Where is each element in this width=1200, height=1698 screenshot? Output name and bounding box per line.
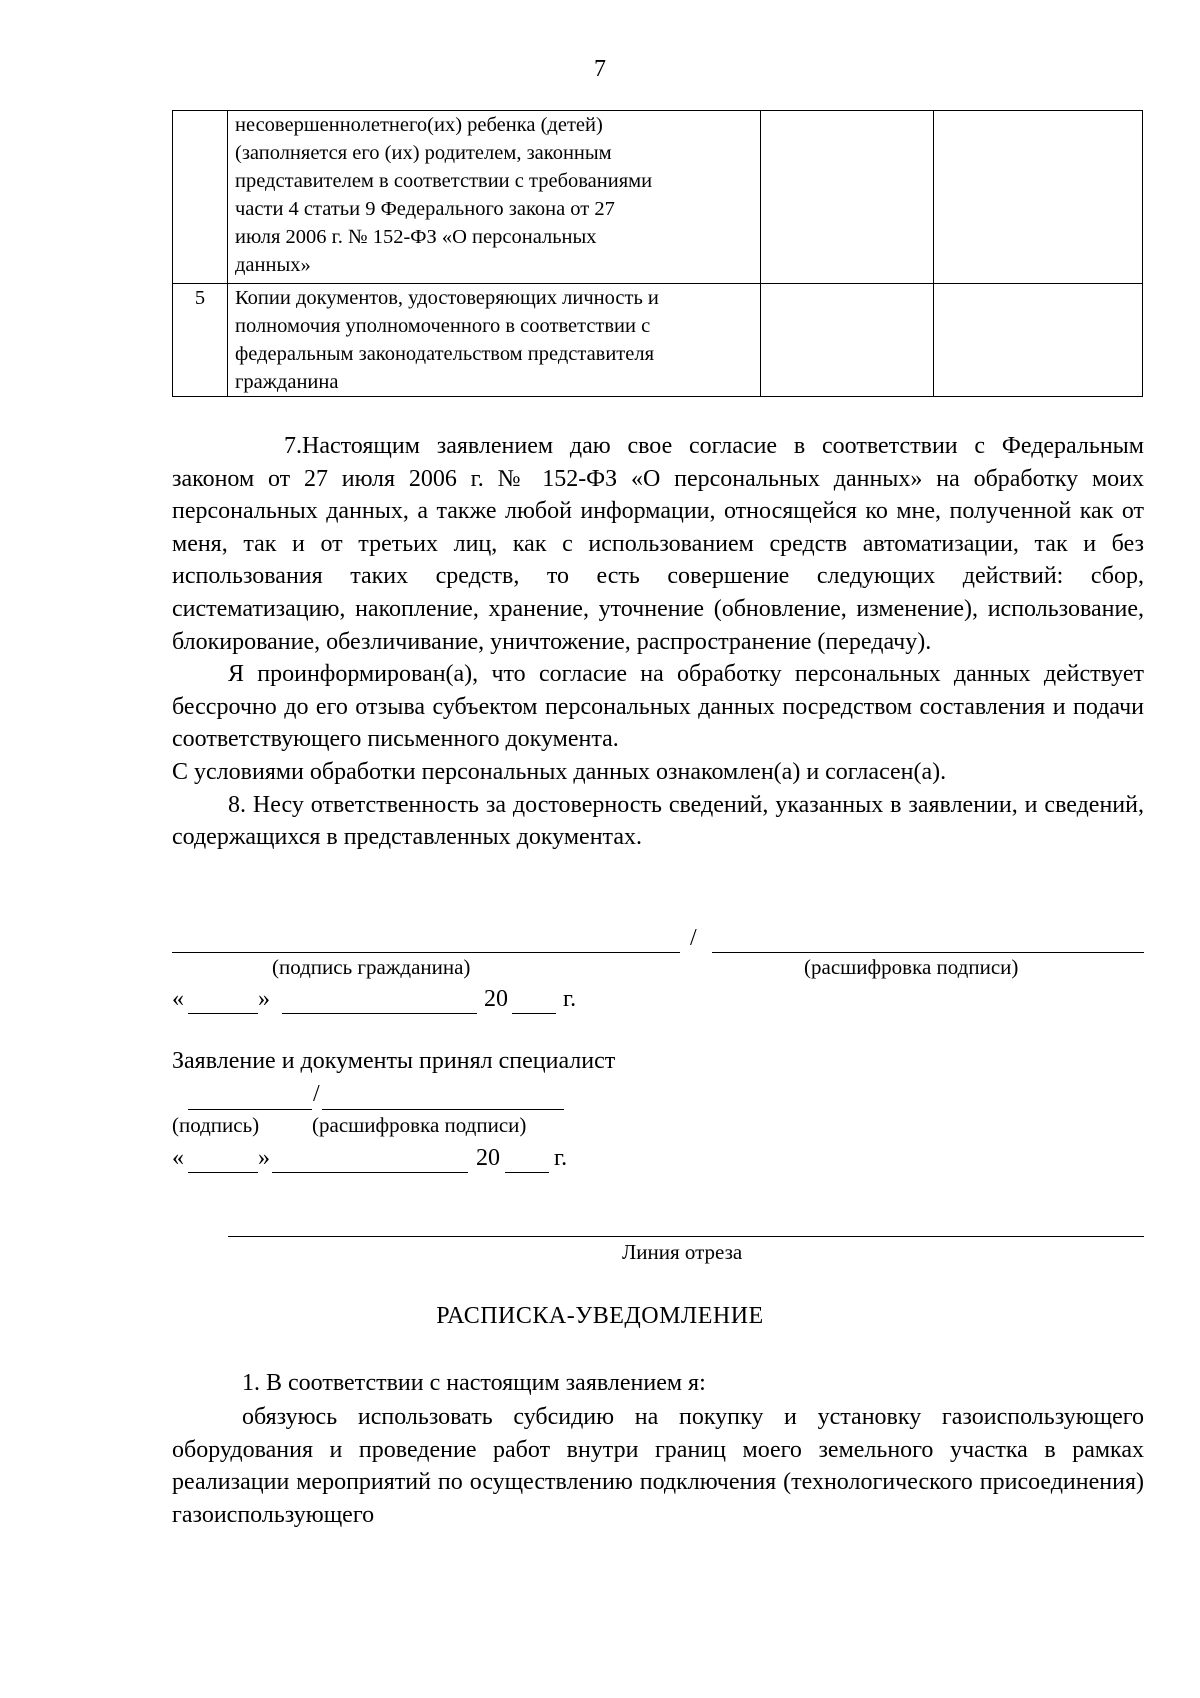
table-cell-number: 5: [173, 284, 228, 397]
table-cell-description: Копии документов, удостоверяющих личность и полномочия уполномоченного в соответствии с федеральным законодательством представителя гражданина: [228, 284, 761, 397]
table-cell-empty: [934, 284, 1143, 397]
citizen-decoding-caption: (расшифровка подписи): [804, 955, 1019, 979]
citizen-date-year-line: [512, 1013, 556, 1014]
documents-table: [172, 110, 1143, 397]
citizen-signature-caption: (подпись гражданина): [272, 955, 471, 979]
receipt-item-1: 1. В соответствии с настоящим заявлением я:: [242, 1370, 706, 1396]
cut-line-label: Линия отреза: [622, 1240, 743, 1264]
page-number: 7: [594, 56, 606, 82]
citizen-date-year-prefix: 20: [484, 986, 508, 1012]
specialist-decoding-line: [322, 1109, 564, 1110]
citizen-date-month-line: [282, 1013, 477, 1014]
table-cell-empty: [934, 111, 1143, 284]
table-cell-empty: [761, 284, 934, 397]
specialist-date-year-line: [505, 1172, 549, 1173]
specialist-signature-caption: (подпись): [172, 1113, 260, 1137]
specialist-date-year-suffix: г.: [554, 1145, 568, 1171]
specialist-date-day-line: [188, 1172, 258, 1173]
receipt-title: РАСПИСКА-УВЕДОМЛЕНИЕ: [436, 1303, 764, 1329]
receipt-obligation-paragraph: обязуюсь использовать субсидию на покупку и установку газоиспользующего оборудования и проведение работ внутри границ моего земельного участка в рамках реализации мероприятий по осуществлению подключения (технологического присоединения) газоиспользующего: [172, 1404, 1144, 1528]
table-row: [173, 284, 1143, 397]
consent-section: [172, 430, 1144, 854]
section-7-number: 7.: [284, 433, 302, 459]
specialist-date-month-line: [272, 1172, 468, 1173]
citizen-date-quote-close: »: [258, 986, 270, 1012]
section-7-text: Настоящим заявлением даю свое согласие в соответствии с Федеральным законом от 27 июля 2006 г. № 152-ФЗ «О персональных данных» на обработку моих персональных данных, а также любой информации, относящейся ко мне, полученной как от меня, так и от третьих лиц, как с использованием средств автоматизации, так и без использования таких средств, то есть совершение следующих действий: сбор, систематизацию, накопление, хранение, уточнение (обновление, изменение), использование, блокирование, обезличивание, уничтожение, распространение (передачу).: [172, 433, 1144, 655]
table-cell-empty: [761, 111, 934, 284]
table-row: [173, 111, 1143, 284]
specialist-date-year-prefix: 20: [476, 1145, 500, 1171]
consent-term-paragraph: Я проинформирован(а), что согласие на обработку персональных данных действует бессрочно до его отзыва субъектом персональных данных посредством составления и подачи соответствующего письменного документа.: [172, 661, 1144, 753]
citizen-date-year-suffix: г.: [563, 986, 577, 1012]
specialist-date-quote-open: «: [172, 1145, 184, 1171]
specialist-separator: /: [313, 1081, 320, 1107]
cut-line: [228, 1236, 1144, 1237]
table-cell-description: несовершеннолетнего(их) ребенка (детей) (заполняется его (их) родителем, законным представителем в соответствии с требованиями части 4 статьи 9 Федерального закона от 27 июля 2006 г. № 152-ФЗ «О персональных данных»: [228, 111, 761, 284]
specialist-heading: Заявление и документы принял специалист: [172, 1048, 616, 1074]
specialist-signature-line: [188, 1109, 312, 1110]
citizen-signature-line: [172, 952, 680, 953]
citizen-date-day-line: [188, 1013, 258, 1014]
section-7-paragraph: [172, 430, 1144, 658]
receipt-body: [172, 1401, 1144, 1531]
citizen-signature-separator: /: [690, 925, 697, 951]
citizen-date-quote-open: «: [172, 986, 184, 1012]
consent-conditions-paragraph: С условиями обработки персональных данных ознакомлен(а) и согласен(а).: [172, 758, 947, 785]
table-cell-number: [173, 111, 228, 284]
specialist-decoding-caption: (расшифровка подписи): [312, 1113, 527, 1137]
specialist-date-quote-close: »: [258, 1145, 270, 1171]
citizen-decoding-line: [712, 952, 1144, 953]
section-8-paragraph: 8. Несу ответственность за достоверность сведений, указанных в заявлении, и сведений, содержащихся в представленных документах.: [172, 791, 1144, 851]
